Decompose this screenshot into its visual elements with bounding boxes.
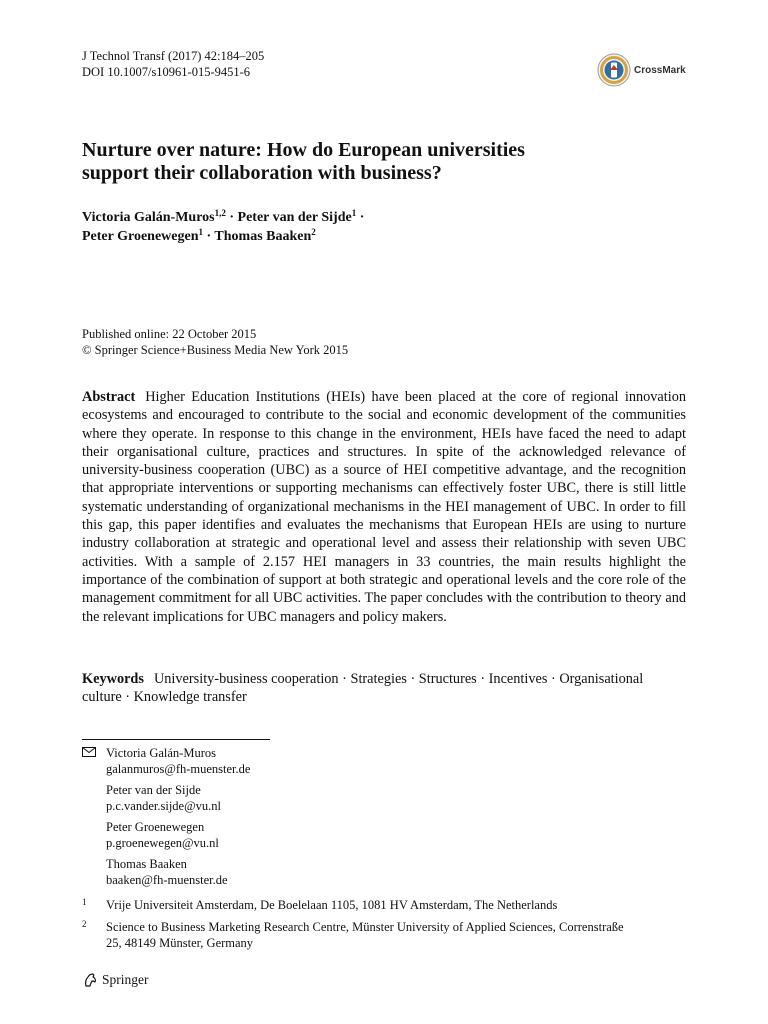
affiliation-text: Science to Business Marketing Research Centre, Münster University of Applied Sciences, Correnstraße 25, 48149 Münster, Germany xyxy=(106,920,624,950)
affiliation-number: 2 xyxy=(82,919,87,929)
contact-email[interactable]: galanmuros@fh-muenster.de xyxy=(106,762,251,776)
envelope-icon xyxy=(82,747,96,757)
affiliation-text: Vrije Universiteit Amsterdam, De Boelelaan 1105, 1081 HV Amsterdam, The Netherlands xyxy=(106,898,558,912)
crossmark-badge[interactable] xyxy=(597,53,686,87)
publisher-name: Springer xyxy=(102,972,149,987)
abstract xyxy=(82,388,686,626)
contact-entry xyxy=(82,819,250,851)
contact-entry xyxy=(82,745,250,777)
affiliation-entry xyxy=(82,897,642,913)
journal-citation: J Technol Transf (2017) 42:184–205 xyxy=(82,49,265,63)
affiliation-entry xyxy=(82,919,642,951)
author-name[interactable]: Peter van der Sijde xyxy=(237,210,352,225)
doi-link[interactable]: DOI 10.1007/s10961-015-9451-6 xyxy=(82,65,251,79)
crossmark-icon xyxy=(597,53,631,87)
author-affiliation-mark: 1 xyxy=(351,208,357,218)
contact-name: Peter van der Sijde xyxy=(106,783,201,797)
author-affiliation-mark: 1,2 xyxy=(214,208,226,218)
crossmark-label: CrossMark xyxy=(634,64,686,76)
author-name[interactable]: Victoria Galán-Muros xyxy=(82,210,215,225)
abstract-label: Abstract xyxy=(82,389,136,405)
published-online: Published online: 22 October 2015 xyxy=(82,327,257,341)
title-line-2: support their collaboration with business? xyxy=(82,162,442,184)
keywords-text: University-business cooperation · Strategies · Structures · Incentives · Organisational culture · Knowledge transfer xyxy=(82,671,644,706)
author-affiliation-mark: 1 xyxy=(198,227,203,237)
contact-name: Thomas Baaken xyxy=(106,857,187,871)
springer-horse-icon xyxy=(82,972,98,988)
affiliation-number: 1 xyxy=(82,897,87,907)
title-line-1: Nurture over nature: How do European universities xyxy=(82,139,525,161)
copyright-notice: © Springer Science+Business Media New York 2015 xyxy=(82,343,349,357)
contact-entry xyxy=(82,856,250,888)
contact-name: Victoria Galán-Muros xyxy=(106,746,216,760)
author-name[interactable]: Thomas Baaken xyxy=(214,229,312,244)
publisher-footer xyxy=(82,972,149,988)
affiliations xyxy=(82,897,642,957)
contact-entry xyxy=(82,782,250,814)
publication-info xyxy=(82,326,348,358)
contact-email[interactable]: baaken@fh-muenster.de xyxy=(106,873,228,887)
author-name[interactable]: Peter Groenewegen xyxy=(82,229,199,244)
footnote-divider xyxy=(82,739,270,740)
author-affiliation-mark: 2 xyxy=(311,227,316,237)
author-list: Victoria Galán-Muros$^{1,2}$ · Peter van der Sijde$^1$ · Peter Groenewegen$^1$ · Thomas Baaken$^2$ xyxy=(82,208,365,244)
abstract-text: Higher Education Institutions (HEIs) have been placed at the core of regional innovation ecosystems and encouraged to contribute to the social and economic development of the communities where they operate. In response to this change in the environment, HEIs have faced the need to adapt their organisational culture, practices and structures. In spite of the acknowledged relevance of university-business cooperation (UBC) as a source of HEI competitive advantage, and the recognition that appropriate interventions or supporting mechanisms can effectively foster UBC, there is still little systematic understanding of organizational mechanisms in the HEI management of UBC. In order to fill this gap, this paper identifies and evaluates the mechanisms that European HEIs are using to nurture industry collaboration at strategic and operational level and assess their relationship with seven UBC activities. With a sample of 2.157 HEI managers in 33 countries, the main results highlight the importance of the combination of support at both strategic and operational levels and the core role of the management commitment for all UBC activities. The paper concludes with the contribution to theory and the relevant implications for UBC managers and policy makers. xyxy=(82,389,686,625)
contact-name: Peter Groenewegen xyxy=(106,820,205,834)
contact-email[interactable]: p.c.vander.sijde@vu.nl xyxy=(106,799,221,813)
keywords-label: Keywords xyxy=(82,671,144,687)
journal-info xyxy=(82,48,264,80)
keywords xyxy=(82,670,686,707)
corresponding-contacts xyxy=(82,745,250,893)
contact-email[interactable]: p.groenewegen@vu.nl xyxy=(106,836,219,850)
article-title xyxy=(82,139,642,185)
